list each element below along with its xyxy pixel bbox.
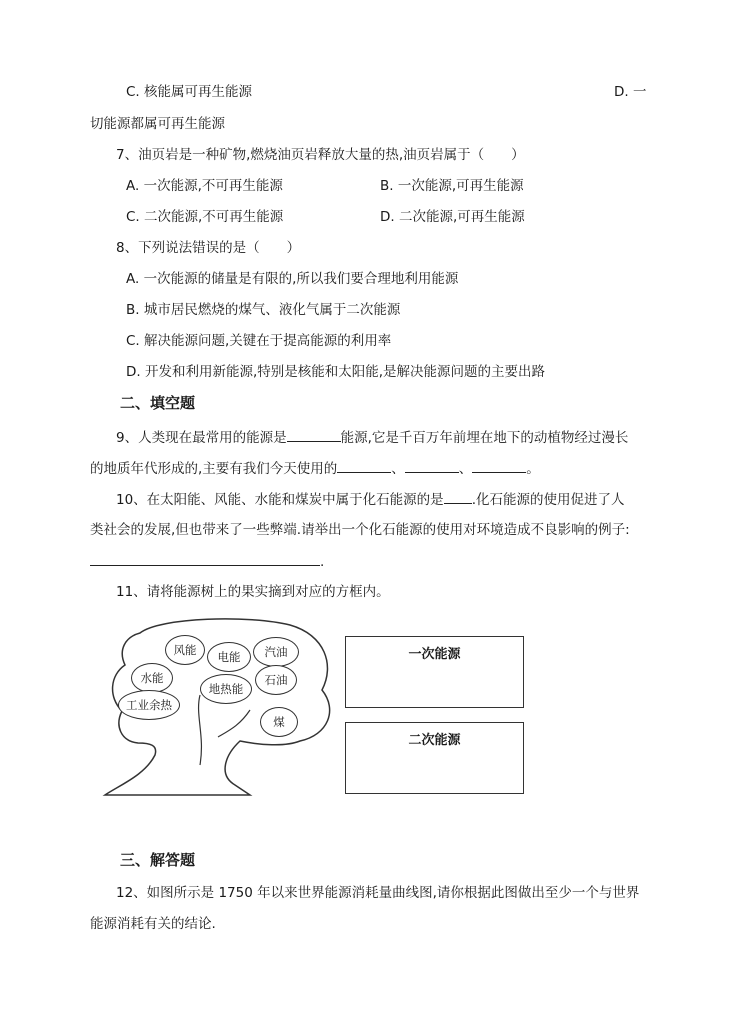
fruit-oil[interactable]	[255, 665, 297, 695]
q7-option-a: A. 一次能源,不可再生能源	[126, 178, 283, 194]
q10-text-1: 10、在太阳能、风能、水能和煤炭中属于化石能源的是	[116, 492, 444, 508]
q8-option-d: D. 开发和利用新能源,特别是核能和太阳能,是解决能源问题的主要出路	[126, 364, 546, 380]
q10-blank-2[interactable]	[90, 552, 320, 566]
q11-stem: 11、请将能源树上的果实摘到对应的方框内。	[116, 584, 390, 600]
q10-blank-1[interactable]	[444, 490, 472, 504]
fruit-industrial-waste-heat[interactable]	[118, 690, 180, 720]
fruit-coal[interactable]	[260, 707, 298, 737]
q6-option-d: D. 一	[614, 84, 647, 100]
q9-line-1	[116, 428, 628, 447]
q7-option-d: D. 二次能源,可再生能源	[380, 209, 525, 225]
q9-blank-4[interactable]	[472, 459, 526, 473]
q10-text-3: 类社会的发展,但也带来了一些弊端.请举出一个化石能源的使用对环境造成不良影响的例子:	[90, 522, 630, 538]
q10-text-2: .化石能源的使用促进了人	[471, 492, 625, 508]
fruit-label-wind: 风能	[173, 643, 197, 657]
q8-option-a: A. 一次能源的储量是有限的,所以我们要合理地利用能源	[126, 271, 459, 287]
q9-blank-3[interactable]	[405, 459, 459, 473]
q9-separator-2: 、	[458, 461, 473, 477]
fruit-electric-energy[interactable]	[207, 642, 251, 672]
q12-line-2: 能源消耗有关的结论.	[90, 916, 216, 932]
q9-text-3: 的地质年代形成的,主要有我们今天使用的	[90, 461, 338, 477]
q7-option-b: B. 一次能源,可再生能源	[380, 178, 524, 194]
primary-energy-box-label: 一次能源	[408, 647, 461, 662]
fruit-label-oil: 石油	[264, 673, 288, 687]
q10-end: .	[320, 554, 325, 570]
q10-line-1	[116, 490, 624, 509]
fruit-label-gasoline: 汽油	[264, 645, 288, 659]
fruit-label-waste-heat: 工业余热	[126, 698, 172, 712]
primary-energy-box[interactable]	[345, 636, 524, 708]
fruit-label-water: 水能	[140, 671, 164, 685]
fruit-wind-energy[interactable]	[165, 635, 205, 665]
fruit-water-energy[interactable]	[131, 663, 173, 693]
q7-option-c: C. 二次能源,不可再生能源	[126, 209, 284, 225]
q9-line-2	[90, 459, 540, 478]
q6-option-d-continued: 切能源都属可再生能源	[90, 116, 225, 132]
q9-end: 。	[526, 461, 540, 477]
q8-stem: 8、下列说法错误的是（ ）	[116, 240, 301, 256]
q9-separator-1: 、	[391, 461, 405, 477]
q6-option-c: C. 核能属可再生能源	[126, 84, 253, 100]
q7-stem: 7、油页岩是一种矿物,燃烧油页岩释放大量的热,油页岩属于（ ）	[116, 147, 525, 163]
q12-line-1: 12、如图所示是 1750 年以来世界能源消耗量曲线图,请你根据此图做出至少一个与世界	[116, 885, 640, 901]
fruit-gasoline[interactable]	[253, 637, 299, 667]
fruit-label-geothermal: 地热能	[208, 682, 244, 696]
q8-option-b: B. 城市居民燃烧的煤气、液化气属于二次能源	[126, 302, 401, 318]
fruit-label-coal: 煤	[273, 715, 285, 729]
secondary-energy-box[interactable]	[345, 722, 524, 794]
secondary-energy-box-label: 二次能源	[408, 733, 461, 748]
fruit-label-electric: 电能	[217, 650, 241, 664]
q9-text-2: 能源,它是千百万年前埋在地下的动植物经过漫长	[340, 430, 629, 446]
fruit-geothermal-energy[interactable]	[200, 674, 252, 704]
q9-blank-2[interactable]	[337, 459, 391, 473]
section-fill-in-title: 二、填空题	[120, 394, 196, 412]
q9-text-1: 9、人类现在最常用的能源是	[116, 430, 287, 446]
q8-option-c: C. 解决能源问题,关键在于提高能源的利用率	[126, 333, 392, 349]
q9-blank-1[interactable]	[287, 428, 341, 442]
q10-line-3	[90, 552, 324, 571]
section-answer-title: 三、解答题	[120, 851, 196, 869]
